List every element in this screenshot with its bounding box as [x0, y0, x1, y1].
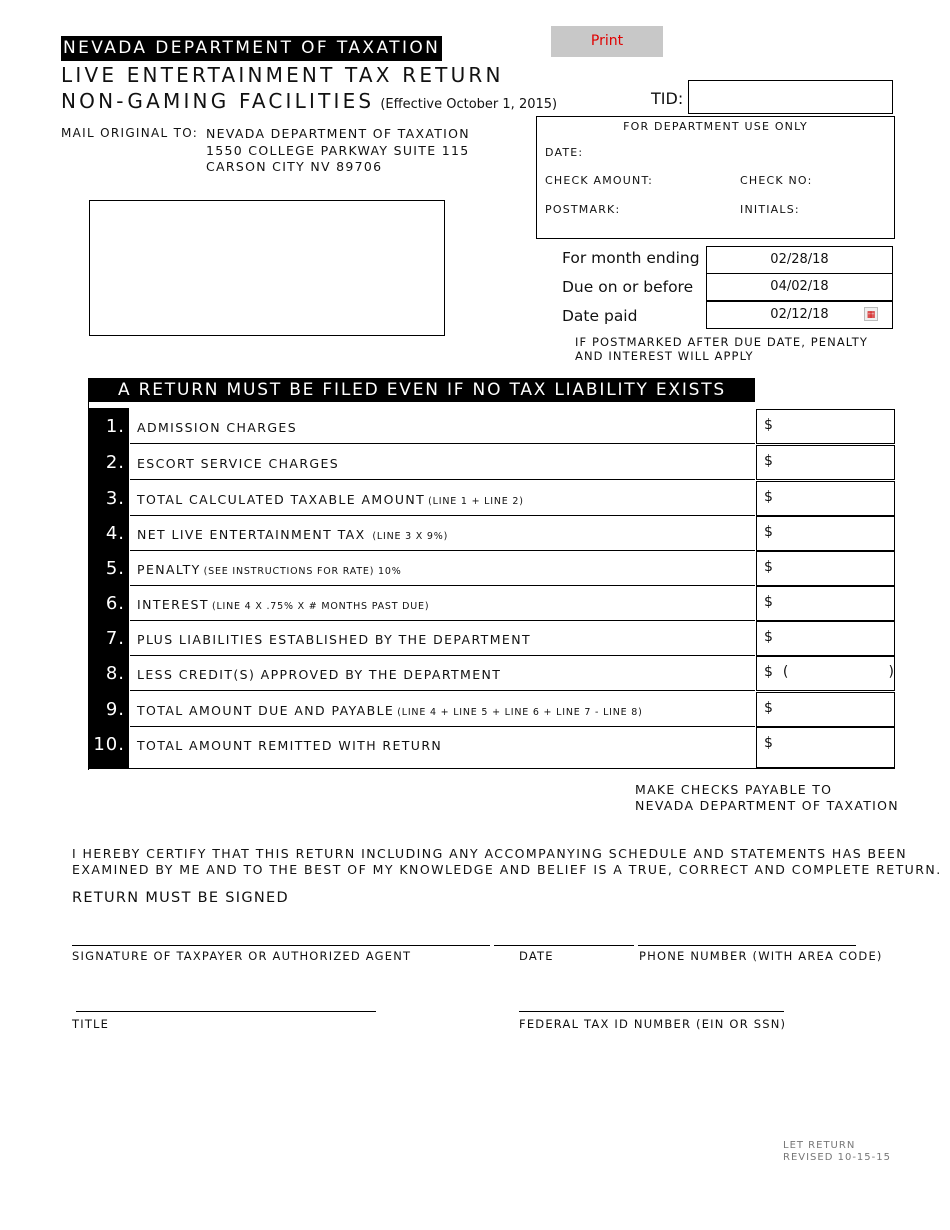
- title-line[interactable]: [76, 1011, 376, 1012]
- line-label-text: TOTAL CALCULATED TAXABLE AMOUNT: [137, 492, 426, 507]
- mailing-address: [206, 126, 470, 176]
- line-6-amount-field[interactable]: [756, 586, 895, 621]
- table-bottom-rule: [89, 768, 895, 769]
- month-ending-field[interactable]: 02/28/18: [706, 246, 893, 274]
- line-7-row: [89, 620, 895, 656]
- line-10-amount-field[interactable]: [756, 727, 895, 768]
- penalty-notice-line-1: IF POSTMARKED AFTER DUE DATE, PENALTY: [575, 335, 868, 349]
- form-name: LET RETURN: [783, 1140, 856, 1151]
- certification-line-2: EXAMINED BY ME AND TO THE BEST OF MY KNOWLEDGE AND BELIEF IS A TRUE, CORRECT AND COMPLETE RETURN.: [72, 862, 942, 877]
- due-date-label: Due on or before: [562, 278, 694, 296]
- form-footer: [783, 1140, 891, 1164]
- currency-symbol: $: [764, 524, 773, 540]
- line-5-row: [89, 550, 895, 586]
- title-label: TITLE: [72, 1017, 110, 1031]
- line-10-row: [89, 726, 895, 768]
- line-number: 4.: [89, 515, 129, 551]
- dept-check-amount-label: CHECK AMOUNT:: [545, 174, 654, 187]
- line-label: [130, 408, 755, 444]
- filing-requirement-banner: A RETURN MUST BE FILED EVEN IF NO TAX LIABILITY EXISTS: [89, 378, 755, 402]
- line-label: [130, 444, 755, 480]
- mail-to-label: MAIL ORIGINAL TO:: [61, 126, 199, 140]
- address-line-3: CARSON CITY NV 89706: [206, 159, 383, 174]
- penalty-notice: [575, 335, 868, 363]
- line-7-amount-field[interactable]: [756, 621, 895, 656]
- line-5-amount-field[interactable]: [756, 551, 895, 586]
- line-label: [130, 585, 755, 621]
- currency-symbol: $: [764, 735, 773, 751]
- line-label: [130, 726, 755, 768]
- date-line[interactable]: [494, 945, 634, 946]
- line-1-amount-field[interactable]: [756, 409, 895, 444]
- month-ending-label: For month ending: [562, 249, 700, 267]
- fein-line[interactable]: [519, 1011, 784, 1012]
- signature-line[interactable]: [72, 945, 490, 946]
- line-9-amount-field[interactable]: [756, 692, 895, 727]
- line-4-amount-field[interactable]: [756, 516, 895, 551]
- line-2-amount-field[interactable]: [756, 445, 895, 480]
- line-number: 1.: [89, 408, 129, 444]
- taxpayer-address-box[interactable]: [89, 200, 445, 336]
- line-label-text: NET LIVE ENTERTAINMENT TAX: [137, 527, 366, 542]
- effective-date: (Effective October 1, 2015): [380, 97, 558, 112]
- date-paid-value: 02/12/18: [770, 307, 829, 322]
- line-note: (LINE 4 + LINE 5 + LINE 6 + LINE 7 - LINE 8): [397, 707, 643, 718]
- line-label: [130, 515, 755, 551]
- line-8-row: [89, 655, 895, 691]
- dept-date-label: DATE:: [545, 146, 584, 159]
- line-label-text: PLUS LIABILITIES ESTABLISHED BY THE DEPARTMENT: [137, 632, 531, 647]
- form-subtitle-text: NON-GAMING FACILITIES: [61, 89, 375, 113]
- line-note: (LINE 3 X 9%): [368, 531, 449, 542]
- line-label: [130, 655, 755, 691]
- line-number: 3.: [89, 480, 129, 516]
- line-number: 7.: [89, 620, 129, 656]
- line-number: 8.: [89, 655, 129, 691]
- print-button[interactable]: Print: [551, 26, 663, 57]
- phone-label: PHONE NUMBER (WITH AREA CODE): [639, 949, 883, 963]
- line-number: 6.: [89, 585, 129, 621]
- line-note: (LINE 4 X .75% X # MONTHS PAST DUE): [211, 601, 430, 612]
- dept-postmark-label: POSTMARK:: [545, 203, 621, 216]
- line-3-row: [89, 480, 895, 516]
- line-label-text: TOTAL AMOUNT REMITTED WITH RETURN: [137, 738, 443, 753]
- line-label-text: LESS CREDIT(S) APPROVED BY THE DEPARTMENT: [137, 667, 502, 682]
- line-label-text: ADMISSION CHARGES: [137, 420, 298, 435]
- penalty-notice-line-2: AND INTEREST WILL APPLY: [575, 349, 754, 363]
- dept-use-title: FOR DEPARTMENT USE ONLY: [623, 120, 808, 133]
- phone-line[interactable]: [638, 945, 856, 946]
- currency-symbol: $: [764, 664, 773, 680]
- line-label-text: ESCORT SERVICE CHARGES: [137, 456, 340, 471]
- line-note: (LINE 1 + LINE 2): [428, 496, 524, 507]
- line-label: [130, 480, 755, 516]
- certification-line-1: I HEREBY CERTIFY THAT THIS RETURN INCLUDING ANY ACCOMPANYING SCHEDULE AND STATEMENTS HAS BEEN: [72, 846, 908, 861]
- address-line-1: NEVADA DEPARTMENT OF TAXATION: [206, 126, 470, 141]
- line-label: [130, 620, 755, 656]
- line-number: 10.: [89, 726, 129, 768]
- dept-initials-label: INITIALS:: [740, 203, 800, 216]
- department-use-box: [536, 116, 895, 239]
- line-label-text: INTEREST: [137, 597, 209, 612]
- currency-symbol: $: [764, 700, 773, 716]
- address-line-2: 1550 COLLEGE PARKWAY SUITE 115: [206, 142, 470, 158]
- signature-label: SIGNATURE OF TAXPAYER OR AUTHORIZED AGENT: [72, 949, 412, 963]
- tid-input[interactable]: [688, 80, 893, 114]
- line-label-text: TOTAL AMOUNT DUE AND PAYABLE: [137, 703, 395, 718]
- checks-payable-note: [635, 782, 899, 814]
- due-date-field[interactable]: 04/02/18: [706, 273, 893, 301]
- line-label: [130, 550, 755, 586]
- currency-symbol: $: [764, 417, 773, 433]
- line-3-amount-field[interactable]: [756, 481, 895, 516]
- calendar-icon[interactable]: ▦: [864, 307, 878, 321]
- form-title: LIVE ENTERTAINMENT TAX RETURN: [61, 63, 504, 87]
- revision-date: REVISED 10-15-15: [783, 1152, 891, 1163]
- must-sign-notice: RETURN MUST BE SIGNED: [72, 890, 289, 906]
- line-label-text: PENALTY: [137, 562, 201, 577]
- line-number: 9.: [89, 691, 129, 727]
- form-subtitle: [61, 89, 557, 113]
- line-note: (SEE INSTRUCTIONS FOR RATE) 10%: [203, 566, 402, 577]
- certification-statement: [72, 846, 942, 878]
- currency-symbol: $: [764, 489, 773, 505]
- currency-symbol: $: [764, 629, 773, 645]
- line-number: 5.: [89, 550, 129, 586]
- line-1-row: [89, 408, 895, 444]
- tid-label: TID:: [651, 89, 684, 108]
- close-parenthesis: ): [888, 664, 894, 680]
- line-number: 2.: [89, 444, 129, 480]
- line-2-row: [89, 444, 895, 480]
- line-label: [130, 691, 755, 727]
- currency-symbol: $: [764, 559, 773, 575]
- currency-symbol: $: [764, 594, 773, 610]
- dept-check-no-label: CHECK NO:: [740, 174, 813, 187]
- checks-payable-line-1: MAKE CHECKS PAYABLE TO: [635, 782, 833, 797]
- date-paid-label: Date paid: [562, 307, 638, 325]
- line-4-row: [89, 515, 895, 551]
- checks-payable-line-2: NEVADA DEPARTMENT OF TAXATION: [635, 798, 899, 813]
- line-9-row: [89, 691, 895, 727]
- fein-label: FEDERAL TAX ID NUMBER (EIN OR SSN): [519, 1017, 787, 1031]
- agency-name: NEVADA DEPARTMENT OF TAXATION: [61, 36, 442, 61]
- currency-symbol: $: [764, 453, 773, 469]
- date-label: DATE: [519, 949, 554, 963]
- line-6-row: [89, 585, 895, 621]
- open-parenthesis: (: [782, 664, 789, 680]
- date-paid-field[interactable]: [706, 301, 893, 329]
- line-8-amount-field[interactable]: [756, 656, 895, 691]
